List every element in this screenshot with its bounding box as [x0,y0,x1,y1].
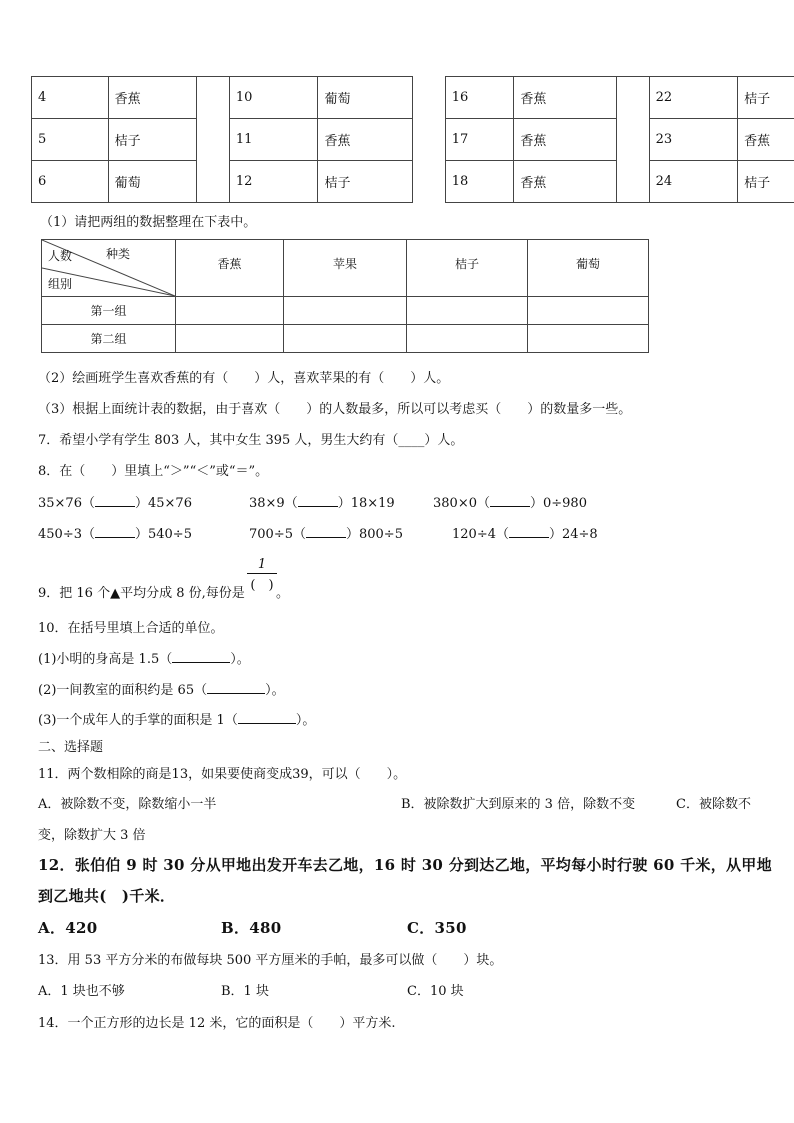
table-cell: 桔子 [738,161,794,203]
question-12-line-2: 到乙地共( )千米． [38,887,176,905]
table-gap-cell [412,77,445,203]
answer-blank[interactable] [306,537,346,538]
table-cell: 18 [445,161,514,203]
table-cell: 12 [229,161,318,203]
table-cell: 4 [32,77,109,119]
compare-item-1: 35×76（ ）45×76 [38,496,192,511]
option-13-a[interactable]: A．1 块也不够 [38,984,125,999]
question-6-2: （2）绘画班学生喜欢香蕉的有（ ）人，喜欢苹果的有（ ）人。 [38,371,450,386]
compare-item-5: 700÷5（ ）800÷5 [249,527,403,542]
option-11-c-continued: 变，除数扩大 3 倍 [38,828,146,843]
table-cell: 香蕉 [318,119,412,161]
table-cell: 5 [32,119,109,161]
table-cell: 香蕉 [108,77,197,119]
question-6-3: （3）根据上面统计表的数据，由于喜欢（ ）的人数最多，所以可以考虑买（ ）的数量多一些。 [38,402,632,417]
compare-item-2: 38×9（ ）18×19 [249,496,395,511]
option-11-b[interactable]: B．被除数扩大到原来的 3 倍，除数不变 [401,797,636,812]
table-row [42,297,649,325]
table-cell: 16 [445,77,514,119]
answer-blank[interactable] [95,506,135,507]
option-11-a[interactable]: A．被除数不变，除数缩小一半 [38,797,217,812]
table-cell: 11 [229,119,318,161]
answer-cell[interactable] [407,325,528,353]
answer-blank[interactable] [95,537,135,538]
answer-cell[interactable] [176,297,284,325]
table-cell: 17 [445,119,514,161]
answer-blank[interactable] [207,693,265,694]
answer-blank[interactable] [509,537,549,538]
corner-label-group: 组别 [48,277,73,291]
fraction [247,557,277,593]
table-cell: 香蕉 [738,119,794,161]
table-cell: 香蕉 [514,119,616,161]
record-table [31,76,794,203]
answer-blank[interactable] [172,662,230,663]
compare-item-6: 120÷4（ ）24÷8 [452,527,598,542]
column-header-banana: 香蕉 [176,240,284,297]
statistics-table [41,239,649,353]
question-10-2: (2)一间教室的面积约是 65（ ）。 [38,683,285,698]
table-gap-cell [616,77,649,203]
question-7: 7．希望小学有学生 803 人，其中女生 395 人，男生大约有（____）人。 [38,433,464,448]
table-gap-cell [197,77,230,203]
question-10: 10．在括号里填上合适的单位。 [38,621,224,636]
table-cell: 23 [649,119,738,161]
question-12-line-1: 12．张伯伯 9 时 30 分从甲地出发开车去乙地，16 时 30 分到达乙地，平均每小时行驶 60 千米，从甲地 [38,856,772,874]
option-13-b[interactable]: B．1 块 [221,984,269,999]
question-9: 9．把 16 个▲平均分成 8 份,每份是 [38,586,245,601]
table-cell: 桔子 [318,161,412,203]
table-cell: 香蕉 [514,161,616,203]
diagonal-header-cell [42,240,176,297]
question-6-1: （1）请把两组的数据整理在下表中。 [40,215,257,230]
table-cell: 桔子 [738,77,794,119]
table-header-row [42,240,649,297]
row-header-group-1: 第一组 [42,297,176,325]
answer-cell[interactable] [407,297,528,325]
table-cell: 10 [229,77,318,119]
question-10-1: (1)小明的身高是 1.5（ ）。 [38,652,250,667]
option-12-a[interactable]: A．420 [38,919,98,937]
corner-label-count: 人数 [48,249,73,263]
table-row [32,77,794,119]
question-9-end: 。 [276,586,290,601]
answer-blank[interactable] [298,506,338,507]
question-14: 14．一个正方形的边长是 12 米，它的面积是（ ）平方米. [38,1016,396,1031]
table-cell: 葡萄 [108,161,197,203]
table-cell: 24 [649,161,738,203]
question-10-3: (3)一个成年人的手掌的面积是 1（ ）。 [38,713,316,728]
row-header-group-2: 第二组 [42,325,176,353]
compare-item-4: 450÷3（ ）540÷5 [38,527,192,542]
column-header-apple: 苹果 [284,240,407,297]
option-12-c[interactable]: C．350 [407,919,467,937]
answer-cell[interactable] [528,325,649,353]
table-row [42,325,649,353]
fraction-denominator[interactable]: ( ) [247,573,277,593]
corner-label-type: 种类 [106,247,131,261]
option-11-c[interactable]: C．被除数不 [676,797,751,812]
table-cell: 香蕉 [514,77,616,119]
answer-cell[interactable] [176,325,284,353]
answer-blank[interactable] [490,506,530,507]
table-cell: 葡萄 [318,77,412,119]
section-title: 二、选择题 [38,740,104,755]
answer-cell[interactable] [528,297,649,325]
answer-cell[interactable] [284,325,407,353]
question-11: 11．两个数相除的商是13，如果要使商变成39，可以（ ）。 [38,767,407,782]
question-8: 8．在（ ）里填上“＞”“＜”或“＝”。 [38,464,269,479]
compare-item-3: 380×0（ ）0÷980 [433,496,587,511]
table-cell: 桔子 [108,119,197,161]
column-header-orange: 桔子 [407,240,528,297]
column-header-grape: 葡萄 [528,240,649,297]
fraction-numerator: 1 [257,557,267,572]
table-cell: 22 [649,77,738,119]
table-cell: 6 [32,161,109,203]
answer-cell[interactable] [284,297,407,325]
option-12-b[interactable]: B．480 [221,919,282,937]
option-13-c[interactable]: C．10 块 [407,984,464,999]
answer-blank[interactable] [238,723,296,724]
question-13: 13．用 53 平方分米的布做每块 500 平方厘米的手帕，最多可以做（ ）块。 [38,953,503,968]
